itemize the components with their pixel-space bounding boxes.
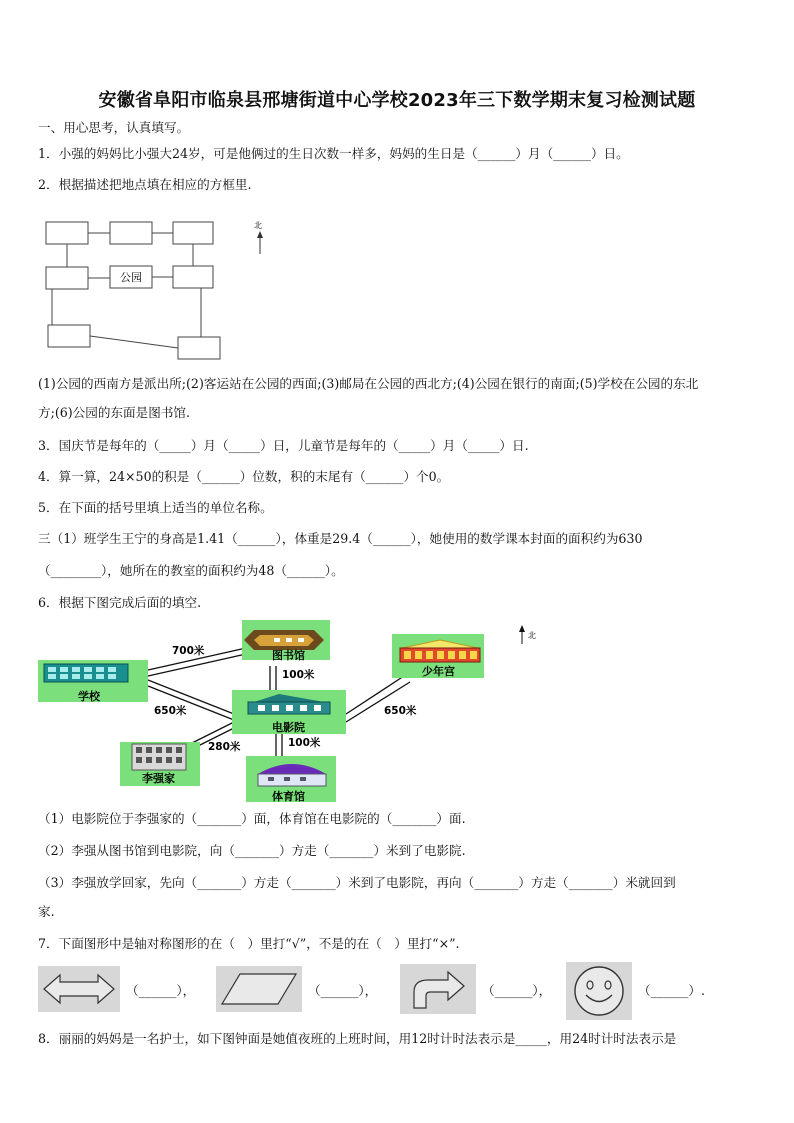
question-6: 6．根据下图完成后面的填空. (38, 595, 202, 610)
question-2: 2．根据描述把地点填在相应的方框里. (38, 177, 252, 192)
gym-label: 体育馆 (272, 790, 305, 803)
distance-cinema-youth-palace: 650米 (384, 705, 417, 717)
distance-home-cinema: 280米 (208, 741, 241, 753)
page-title: 安徽省阜阳市临泉县邢塘街道中心学校2023年三下数学期末复习检测试题 (98, 90, 696, 111)
q7-blank-2: （______）， (308, 983, 378, 998)
distance-school-cinema: 650米 (154, 705, 187, 717)
q6-part-3-line-2: 家. (38, 904, 55, 919)
school-building (38, 660, 148, 703)
q7-blank-4: （______）. (638, 983, 705, 998)
curved-arrow-icon (400, 964, 476, 1014)
cinema-label: 电影院 (272, 721, 305, 734)
question-1: 1．小强的妈妈比小强大24岁，可是他俩过的生日次数一样多，妈妈的生日是（______）月（______）日。 (38, 146, 629, 161)
question-3: 3．国庆节是每年的（_____）月（_____）日，儿童节是每年的（_____）月（_____）日. (38, 438, 529, 453)
q7-blank-3: （______）， (482, 983, 552, 998)
parallelogram-icon (216, 966, 302, 1012)
q6-part-3-line-1: （3）李强放学回家，先向（_______）方走（_______）米到了电影院，再向（_______）方走（_______）米就回到 (38, 875, 676, 890)
park-label: 公园 (120, 271, 142, 284)
cinema-building (232, 690, 346, 734)
library-label: 图书馆 (272, 649, 305, 662)
school-label: 学校 (78, 690, 100, 703)
question-5: 5．在下面的括号里填上适当的单位名称。 (38, 500, 273, 515)
q2-description-line-2: 方;(6)公园的东面是图书馆. (38, 405, 191, 420)
liqiang-home-building (120, 742, 200, 786)
section-heading: 一、用心思考，认真填写。 (38, 120, 190, 135)
youth-palace-label: 少年宫 (422, 665, 455, 678)
question-4: 4．算一算，24×50的积是（______）位数，积的末尾有（______）个0。 (38, 469, 450, 484)
q7-blank-1: （______）， (126, 983, 196, 998)
q2-box-map (38, 212, 288, 362)
liqiang-home-label: 李强家 (142, 772, 175, 785)
distance-school-library: 700米 (172, 645, 205, 657)
north-arrowhead-icon (257, 231, 263, 238)
north-label: 北 (254, 221, 262, 230)
north-arrowhead-icon (519, 625, 525, 632)
library-building (242, 620, 330, 662)
question-7: 7．下面图形中是轴对称图形的在（ ）里打“√”，不是的在（ ）里打“×”. (38, 936, 460, 951)
q2-description-line-1: (1)公园的西南方是派出所;(2)客运站在公园的西面;(3)邮局在公园的西北方;(4)公园在银行的南面;(5)学校在公园的东北 (38, 376, 699, 391)
q5-line-2: （________），她所在的教室的面积约为48（______）。 (38, 563, 344, 578)
distance-library-cinema: 100米 (282, 669, 315, 681)
q6-part-1: （1）电影院位于李强家的（_______）面，体育馆在电影院的（_______）面. (38, 811, 466, 826)
question-8: 8．丽丽的妈妈是一名护士，如下图钟面是她值夜班的上班时间，用12时计时法表示是_____，用24时计时法表示是 (38, 1031, 677, 1046)
q6-part-2: （2）李强从图书馆到电影院，向（_______）方走（_______）米到了电影院. (38, 843, 466, 858)
q6-town-map (36, 618, 556, 804)
smiley-face-icon (566, 962, 632, 1020)
distance-cinema-gym: 100米 (288, 737, 321, 749)
youth-palace-building (392, 634, 484, 678)
q6-north-label: 北 (528, 631, 536, 640)
gym-building (246, 756, 336, 803)
double-arrow-icon (38, 966, 120, 1012)
q5-line-1: 三（1）班学生王宁的身高是1.41（______），体重是29.4（______），她使用的数学课本封面的面积约为630 (38, 531, 643, 546)
